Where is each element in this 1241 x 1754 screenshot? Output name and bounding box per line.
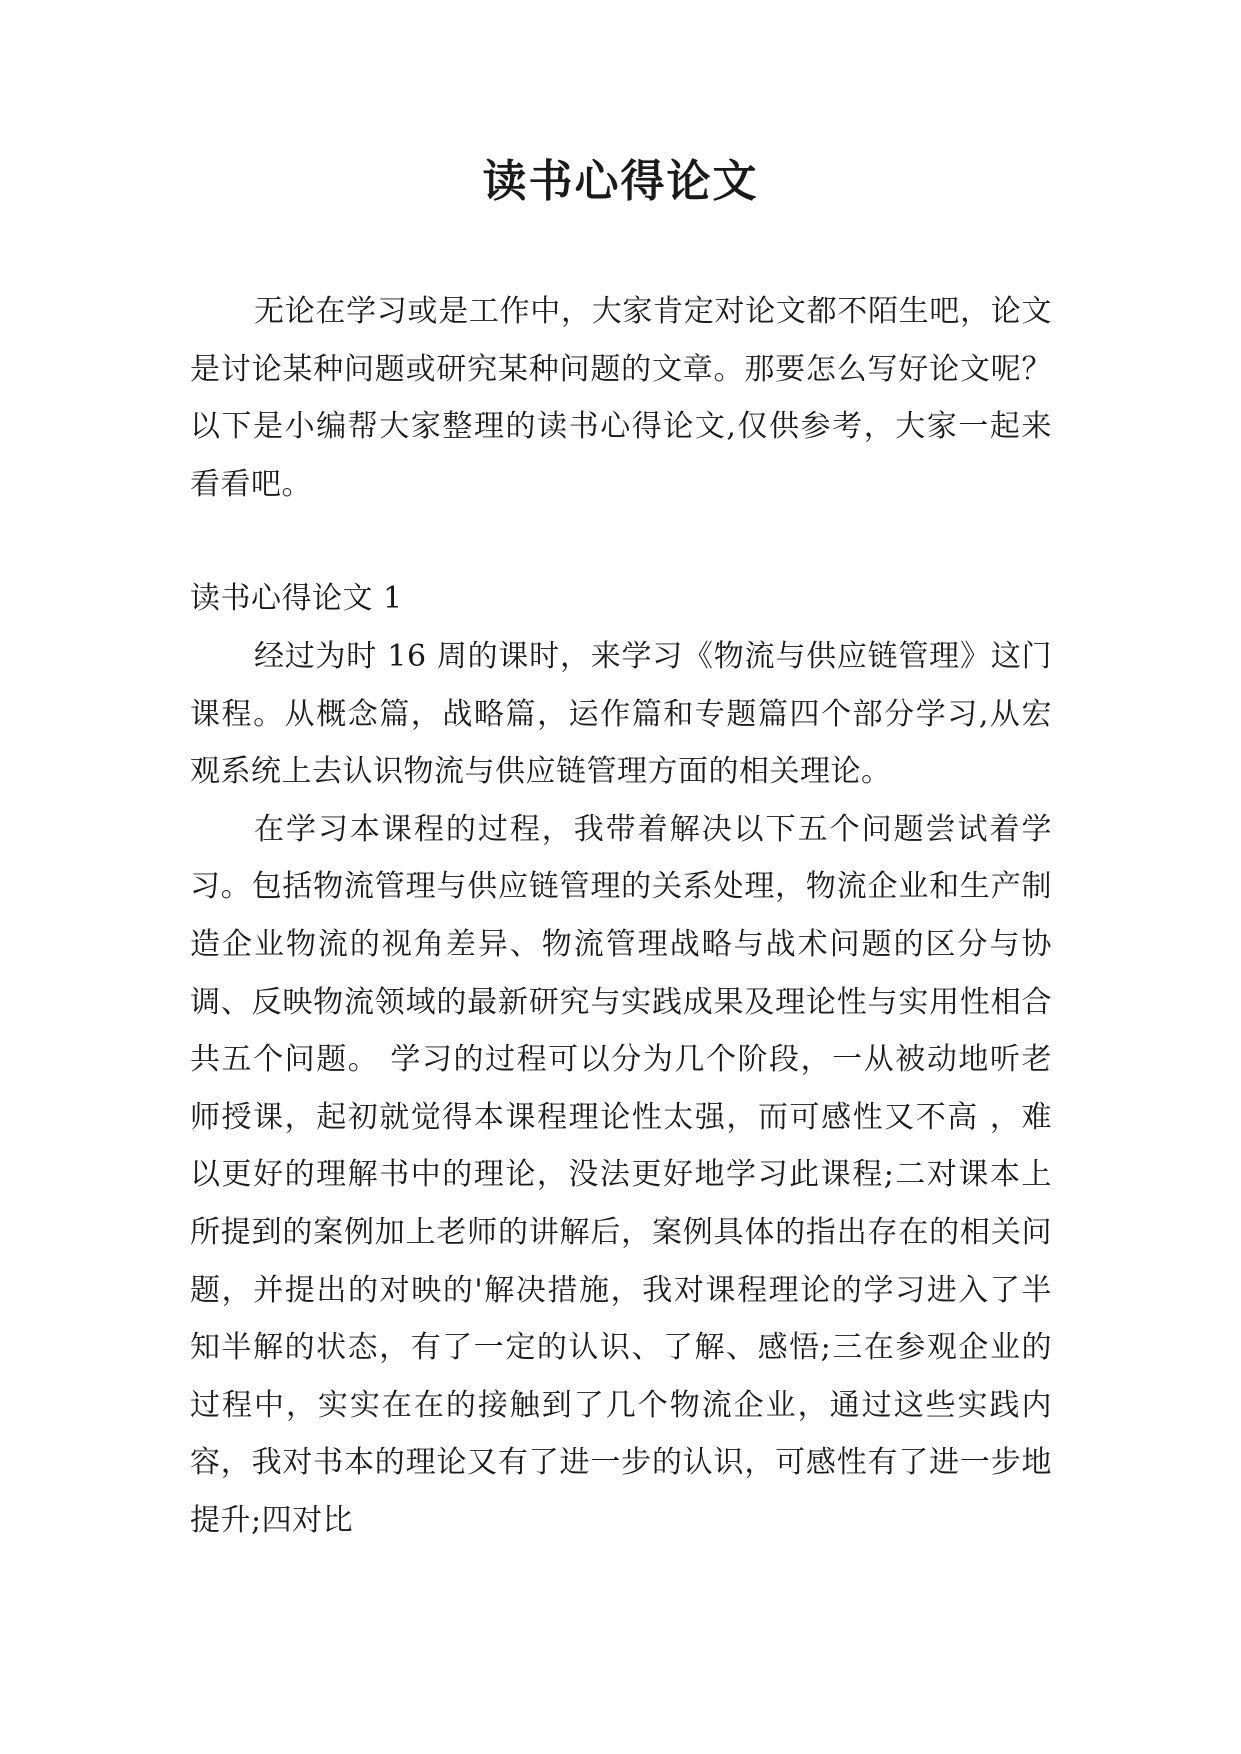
paragraph-gap	[190, 513, 1052, 570]
intro-paragraph: 无论在学习或是工作中，大家肯定对论文都不陌生吧，论文是讨论某种问题或研究某种问题的文章。那要怎么写好论文呢？以下是小编帮大家整理的读书心得论文,仅供参考，大家一起来看看吧。	[190, 294, 1052, 502]
section-heading: 读书心得论文 1	[190, 581, 403, 617]
document-title: 读书心得论文	[482, 156, 759, 207]
body-paragraph-1: 经过为时 16 周的课时，来学习《物流与供应链管理》这门课程。从概念篇，战略篇，运作篇和专题篇四个部分学习,从宏观系统上去认识物流与供应链管理方面的相关理论。	[190, 638, 1052, 790]
document-body	[190, 283, 1052, 1549]
body-paragraph-2: 在学习本课程的过程，我带着解决以下五个问题尝试着学习。包括物流管理与供应链管理的关系处理，物流企业和生产制造企业物流的视角差异、物流管理战略与战术问题的区分与协调、反映物流领域的最新研究与实践成果及理论性与实用性相合共五个问题。 学习的过程可以分为几个阶段，一从被动地听老师授课，起初就觉得本课程理论性太强，而可感性又不高 ，难以更好的理解书中的理论，没法更好地学习此课程;二对课本上所提到的案例加上老师的讲解后，案例具体的指出存在的相关问题，并提出的对映的'解决措施，我对课程理论的学习进入了半知半解的状态，有了一定的认识、了解、感悟;三在参观企业的过程中，实实在在的接触到了几个物流企业，通过这些实践内容，我对书本的理论又有了进一步的认识，可感性有了进一步地提升;四对比	[190, 811, 1052, 1538]
